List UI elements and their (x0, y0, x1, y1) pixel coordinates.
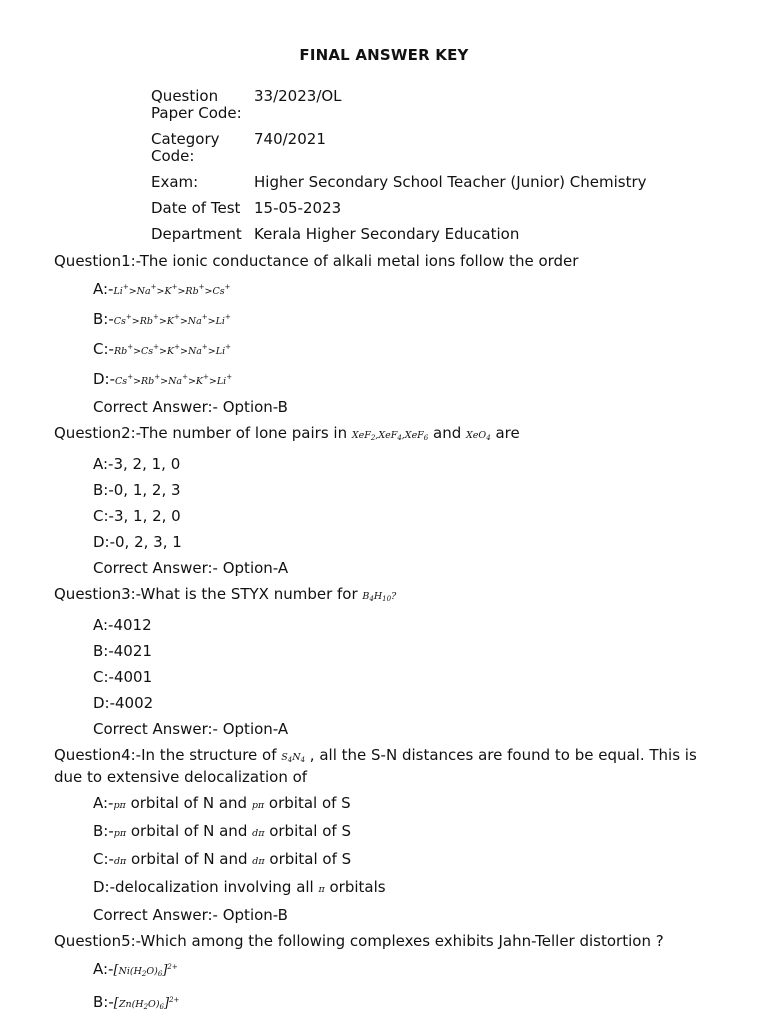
exam-details (151, 88, 647, 252)
question-3-correct-answer: Correct Answer:- Option-A (93, 720, 289, 738)
option-prefix: A:- (93, 280, 114, 298)
question-2-option-b: B:-0, 1, 2, 3 (93, 481, 181, 499)
math-formula: XeO$_4$ (466, 430, 491, 442)
option-text: orbital of N and (125, 794, 252, 812)
question-2 (54, 425, 714, 447)
question-4-option-a (54, 795, 714, 814)
math-formula: Rb+>Cs+>K+>Na+>Li+ (113, 343, 231, 357)
math-formula: $B_4H_{10}$? (362, 591, 397, 603)
question-4-text: , all the S-N distances are found to be equal. This is due to extensive delocalization of (54, 746, 697, 786)
question-5-label: Question5:- (54, 932, 141, 950)
question-1-option-a (54, 279, 714, 300)
date-label: Date of Test (151, 199, 241, 217)
option-prefix: B:- (93, 993, 114, 1011)
question-1-option-d (54, 369, 714, 390)
option-text: orbital of S (264, 850, 352, 868)
question-2-option-c: C:-3, 1, 2, 0 (93, 507, 181, 525)
question-2-option-d: D:-0, 2, 3, 1 (93, 533, 182, 551)
date-row (151, 200, 647, 217)
question-2-text: are (490, 424, 520, 442)
department-label: Department (151, 225, 242, 243)
option-prefix: A:- (93, 794, 114, 812)
math-formula: dπ (252, 856, 265, 867)
category-code-row (151, 131, 647, 165)
math-formula: π (318, 884, 325, 895)
question-4-option-b (54, 823, 714, 842)
option-text: orbital of N and (126, 850, 253, 868)
question-3-label: Question3:- (54, 585, 141, 603)
math-formula: $S_4N_4$ (281, 752, 306, 764)
question-5-option-a (54, 959, 714, 983)
exam-value: Higher Secondary School Teacher (Junior) Chemistry (254, 173, 647, 191)
option-text: orbital of S (264, 822, 351, 840)
option-prefix: C:- (93, 340, 114, 358)
option-prefix: A:- (93, 960, 114, 978)
category-code-value: 740/2021 (254, 130, 326, 148)
paper-code-value: 33/2023/OL (254, 87, 342, 105)
math-formula: Li+>Na+>K+>Rb+>Cs+ (113, 283, 231, 297)
math-formula: $[Zn(H_2O)_6]^{2+}$ (113, 996, 180, 1011)
page-title: FINAL ANSWER KEY (299, 46, 469, 64)
question-4-label: Question4:- (54, 746, 142, 764)
category-code-label: Category Code: (151, 130, 220, 165)
paper-code-label: Question Paper Code: (151, 87, 242, 122)
question-2-option-a: A:-3, 2, 1, 0 (93, 455, 181, 473)
math-formula: Cs+>Rb+>Na+>K+>Li+ (115, 373, 233, 387)
question-5-option-b (54, 992, 714, 1016)
paper-code-row (151, 88, 647, 122)
question-5-text: Which among the following complexes exhibits Jahn-Teller distortion ? (140, 932, 664, 950)
question-4-correct-answer: Correct Answer:- Option-B (93, 906, 288, 924)
math-formula: pπ (113, 800, 126, 811)
question-2-correct-answer: Correct Answer:- Option-A (93, 559, 289, 577)
question-3-option-c: C:-4001 (93, 668, 153, 686)
option-text: orbital of S (264, 794, 351, 812)
math-formula: pπ (251, 800, 265, 811)
question-1-text: The ionic conductance of alkali metal ions follow the order (139, 252, 579, 270)
date-value: 15-05-2023 (254, 199, 342, 217)
exam-row (151, 174, 647, 191)
question-1-correct-answer: Correct Answer:- Option-B (93, 398, 288, 416)
question-1-label: Question1:- (54, 252, 140, 270)
question-3-option-b: B:-4021 (93, 642, 152, 660)
math-formula: Cs+>Rb+>K+>Na+>Li+ (113, 313, 231, 327)
question-2-text: and (428, 424, 467, 442)
question-5 (54, 933, 714, 950)
question-3-option-d: D:-4002 (93, 694, 154, 712)
question-2-text: The number of lone pairs in (139, 424, 352, 442)
option-prefix: D:-delocalization involving all (93, 878, 319, 896)
question-1-option-b (54, 309, 714, 330)
option-prefix: D:- (93, 370, 116, 388)
option-text: orbital of N and (126, 822, 253, 840)
option-prefix: C:- (93, 850, 114, 868)
math-formula: XeF$_2$,XeF$_4$,XeF$_6$ (351, 430, 429, 442)
question-2-label: Question2:- (54, 424, 140, 442)
question-list (54, 253, 714, 1025)
question-4-text: In the structure of (141, 746, 282, 764)
question-1-option-c (54, 339, 714, 360)
math-formula: dπ (252, 828, 265, 839)
question-4 (54, 747, 714, 786)
math-formula: pπ (113, 828, 127, 839)
question-1 (54, 253, 714, 270)
question-4-option-d (54, 879, 714, 898)
math-formula: $[Ni(H_2O)_6]^{2+}$ (113, 963, 178, 978)
department-row (151, 226, 647, 243)
department-value: Kerala Higher Secondary Education (254, 225, 520, 243)
exam-label: Exam: (151, 173, 199, 191)
question-3-option-a: A:-4012 (93, 616, 152, 634)
question-3 (54, 586, 714, 608)
question-3-text: What is the STYX number for (140, 585, 363, 603)
option-prefix: B:- (93, 822, 114, 840)
option-prefix: B:- (93, 310, 114, 328)
option-text: orbitals (324, 878, 386, 896)
math-formula: dπ (113, 856, 127, 867)
question-4-option-c (54, 851, 714, 870)
